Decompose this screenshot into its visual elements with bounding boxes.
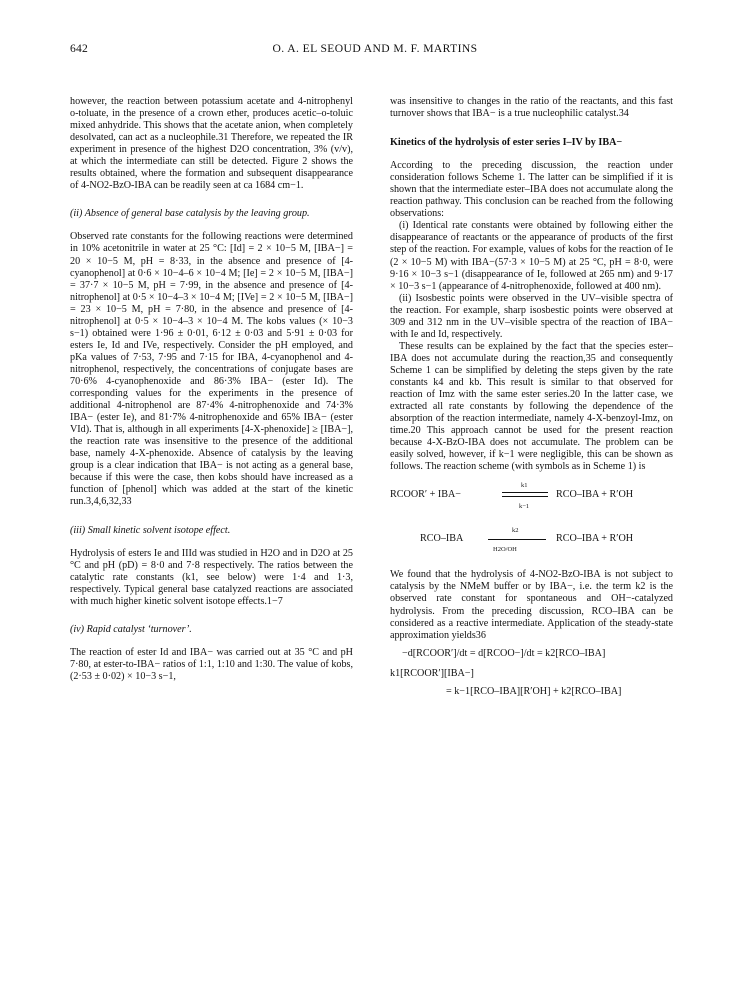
paragraph: We found that the hydrolysis of 4-NO2-BzO-IBA is not subject to catalysis by the NMeM buffer or by IBA−, i.e. the term k2 is the observed rate constant for spontaneous and OH−-catalyzed hydrolysis. From the preceding discussion, RCO–IBA can be considered as a reactive intermediate. Application of the steady-state approximation yields36 — [390, 569, 673, 641]
equilibrium-arrow-forward — [502, 492, 548, 493]
eq2-k: k2 — [512, 527, 519, 535]
rate-equation-3: = k−1[RCO–IBA][R′OH] + k2[RCO–IBA] — [446, 685, 622, 697]
left-column — [70, 96, 353, 683]
reaction-arrow — [488, 539, 546, 540]
rate-equations — [390, 648, 673, 698]
paragraph: The reaction of ester Id and IBA− was carried out at 35 °C and pH 7·80, at ester-to-IBA− ratios of 1:1, 1:10 and 1:30. The value of kobs, (2·53 ± 0·02) × 10−3 s−1, — [70, 646, 353, 682]
equilibrium-arrow-back — [502, 496, 548, 497]
eq1-products: RCO–IBA + R′OH — [556, 489, 634, 501]
paragraph: (ii) Isosbestic points were observed in the UV–visible spectra of the reaction. For example, sharp isosbestic points were observed at 309 and 312 nm in the UV–visible spectra of the reaction of IBA− with Ie and Id, respectively. — [390, 292, 673, 340]
paragraph: (i) Identical rate constants were obtained by following either the disappearance of reactants or the appearance of products of the first step of the reaction. For example, values of kobs for the reaction of Ie (2 × 10−5 M) with IBA−(57·3 × 10−5 M) at 25 °C, pH = 8·0, were 9·16 × 10−3 s−1 (disappearance of Ie, followed at 265 nm) and 9·17 × 10−3 s−1 (appearance of 4-nitrophenoxide, followed at 400 nm). — [390, 220, 673, 292]
rate-equation-2: k1[RCOOR′][IBA−] — [390, 667, 474, 679]
rate-equation-1: −d[RCOOR′]/dt = d[RCOO−]/dt = k2[RCO–IBA] — [402, 647, 606, 659]
section-heading: Kinetics of the hydrolysis of ester series I–IV by IBA− — [390, 137, 623, 149]
paragraph: however, the reaction between potassium acetate and 4-nitrophenyl o-toluate, in the presence of a crown ether, produces acetic–o-toluic mixed anhydride. This shows that the acetate anion, when completely desolvated, can act as a nucleophile.31 Therefore, we repeated the IR experiment in presence of the highest D2O concentration, 3% (v/v), at which the intermediate can still be detected. Figure 2 shows the results obtained, where the formation and subsequent disappearance of 4-NO2-BzO-IBA can be readily seen at ca 1684 cm−1. — [70, 96, 353, 192]
right-column — [390, 96, 673, 698]
eq2-products: RCO–IBA + R′OH — [556, 533, 634, 545]
page-number: 642 — [70, 42, 88, 55]
eq1-k-reverse: k−1 — [519, 503, 530, 511]
eq2-reactant: RCO–IBA — [420, 533, 464, 545]
page-header — [70, 42, 680, 60]
reaction-equation-1 — [390, 479, 673, 513]
subheading-ii: (ii) Absence of general base catalysis by the leaving group. — [70, 208, 310, 220]
paragraph: Observed rate constants for the following reactions were determined in 10% acetonitrile in water at 25 °C: [Id] = 2 × 10−5 M, [IBA−] = 20 × 10−5 M, pH = 8·33, in the absence and presence of [4-cyanophenol] at 0·6 × 10−4–6 × 10−4 M; [Ie] = 2 × 10−5 M, [IBA−] = 37·7 × 10−5 M, pH = 7·99, in the absence and presence of [4-nitrophenol] at 0·5 × 10−4–3 × 10−4 M; [IVe] = 2 × 10−5 M, [IBA−] = 23 × 10−5 M, pH = 7·80, in the absence and presence of [4-nitrophenol] at 0·5 × 10−4–3 × 10−4 M. The kobs values (× 10−3 s−1) obtained were 1·96 ± 0·01, 6·12 ± 0·03 and 5·91 ± 0·03 for esters Ie, Id and IVe, respectively. Consider the pH employed, and pKa values of 7·53, 7·95 and 7·15 for IBA, 4-cyanophenol and 4-nitrophenol, respectively, the concentrations of conjugate bases are 70·6% 4-cyanophenoxide and 86·3% IBA− (ester Id). The corresponding values for the experiments in the presence of additional 4-nitrophenol are 87·4% 4-nitrophenoxide and 74·3% IBA− (ester Ie), and 81·7% 4-nitrophenoxide and 65% IBA− (ester VId). That is, although in all experiments [4-X-phenoxide] ≥ [IBA−], the reaction rate was insensitive to the presence of the additional base, namely 4-X-phenoxide. Absence of catalysis by the leaving group is a clear indication that IBA− is not acting as a general base, because if this were the case, then kobs should have increased as a function of [phenol] which was added at the start of the kinetic run.3,4,6,32,33 — [70, 231, 353, 508]
eq2-conditions: H2O/OH — [493, 546, 517, 554]
paragraph: These results can be explained by the fact that the species ester–IBA does not accumulate during the reaction,35 and consequently Scheme 1 can be simplified by deleting the steps given by the rate constants k4 and kb. This result is similar to that observed for reaction of Imz with the same ester series.20 In the latter case, we extracted all rate constants by following the dependence of the absorption of the reaction intermediate, namely 4-X-benzoyl-Imz, on time.20 This approach cannot be used for the present reaction because 4-X-BzO-IBA does not accumulate. The problem can be easily solved, however, if k−1 were negligible, this can be shown as follows. The reaction scheme (with symbols as in Scheme 1) is — [390, 340, 673, 473]
running-head-authors: O. A. EL SEOUD AND M. F. MARTINS — [272, 42, 478, 55]
paragraph: According to the preceding discussion, the reaction under consideration follows Scheme 1. The latter can be simplified if it is shown that the intermediate ester–IBA does not accumulate along the reaction pathway. This conclusion can be reached from the following observations: — [390, 160, 673, 220]
eq1-reactants: RCOOR′ + IBA− — [390, 489, 462, 501]
eq1-k-forward: k1 — [521, 482, 528, 490]
subheading-iv: (iv) Rapid catalyst ‘turnover’. — [70, 623, 192, 635]
reaction-equation-2 — [390, 523, 673, 557]
subheading-iii: (iii) Small kinetic solvent isotope effect. — [70, 524, 231, 536]
paragraph: Hydrolysis of esters Ie and IIId was studied in H2O and in D2O at 25 °C and pH (pD) = 8·0 and 7·8 respectively. The ratios between the catalytic rate constants (k1, see below) were 1·4 and 1·3, respectively. Typical general base catalyzed reactions are associated with much higher kinetic solvent isotope effects.1−7 — [70, 547, 353, 607]
paragraph: was insensitive to changes in the ratio of the reactants, and this fast turnover shows that IBA− is a true nucleophilic catalyst.34 — [390, 96, 673, 120]
